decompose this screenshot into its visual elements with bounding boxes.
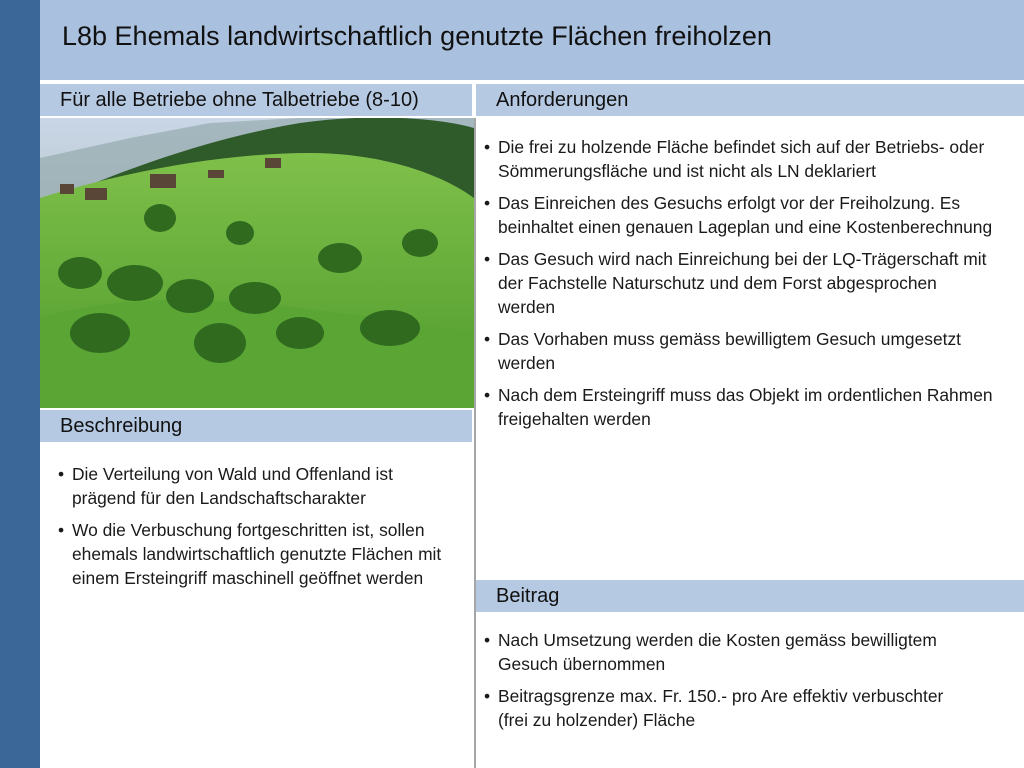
left-accent-bar xyxy=(0,0,40,768)
list-item: • Die Verteilung von Wald und Offenland ist prägend für den Landschaftscharakter xyxy=(58,462,458,510)
beschreibung-list xyxy=(58,462,458,598)
page-title: L8b Ehemals landwirtschaftlich genutzte Flächen freiholzen xyxy=(62,21,772,51)
anforderungen-heading: Anforderungen xyxy=(496,89,629,111)
list-item: • Nach dem Ersteingriff muss das Objekt im ordentlichen Rahmen freigehalten werden xyxy=(484,383,994,431)
list-item: • Beitragsgrenze max. Fr. 150.- pro Are effektiv verbuschter (frei zu holzender) Fläche xyxy=(484,684,954,732)
beschreibung-heading: Beschreibung xyxy=(60,415,183,437)
beitrag-list xyxy=(484,628,954,740)
header-left-label: Für alle Betriebe ohne Talbetriebe (8-10) xyxy=(60,89,419,111)
list-item: • Die frei zu holzende Fläche befindet sich auf der Betriebs- oder Sömmerungsfläche und ist nicht als LN deklariert xyxy=(484,135,994,183)
list-item: • Das Gesuch wird nach Einreichung bei der LQ-Trägerschaft mit der Fachstelle Naturschutz und dem Forst abgesprochen werden xyxy=(484,247,994,319)
list-item: • Das Vorhaben muss gemäss bewilligtem Gesuch umgesetzt werden xyxy=(484,327,994,375)
list-item: • Nach Umsetzung werden die Kosten gemäss bewilligtem Gesuch übernommen xyxy=(484,628,954,676)
beschreibung-band xyxy=(40,410,472,442)
beitrag-band xyxy=(476,580,1024,612)
landscape-photo xyxy=(40,118,474,408)
column-divider xyxy=(474,118,476,768)
anforderungen-band xyxy=(476,84,1024,116)
list-item: • Das Einreichen des Gesuchs erfolgt vor der Freiholzung. Es beinhaltet einen genauen Lageplan und eine Kostenberechnung xyxy=(484,191,994,239)
anforderungen-list xyxy=(484,135,994,439)
list-item: • Wo die Verbuschung fortgeschritten ist, sollen ehemals landwirtschaftlich genutzte Flächen mit einem Ersteingriff maschinell geöffnet werden xyxy=(58,518,458,590)
beitrag-heading: Beitrag xyxy=(496,585,560,607)
title-band xyxy=(40,0,1024,80)
header-left-band xyxy=(40,84,472,116)
